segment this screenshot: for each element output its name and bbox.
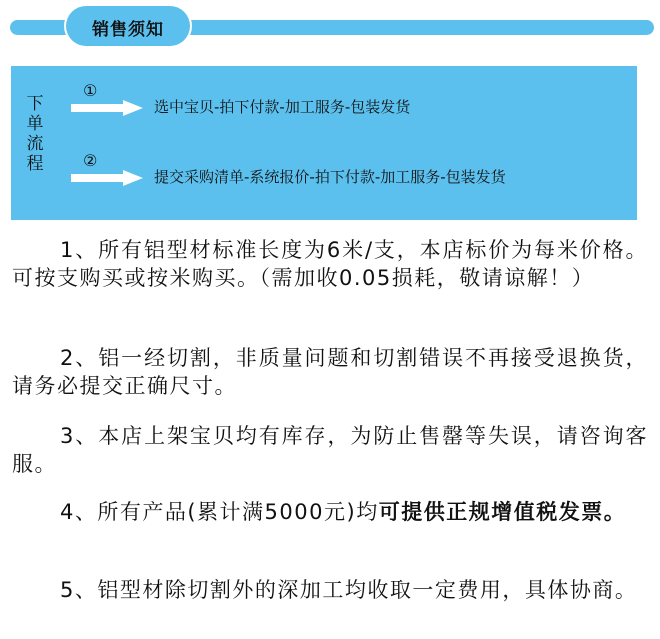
flow-label-char: 下: [26, 94, 44, 114]
notice-paragraph: [12, 344, 648, 400]
header-tab: [66, 6, 190, 46]
step-number: ②: [83, 151, 98, 170]
step-text: 选中宝贝-拍下付款-加工服务-包装发货: [154, 98, 411, 116]
step-text: 提交采购清单-系统报价-拍下付款-加工服务-包装发货: [154, 168, 506, 186]
notice-paragraph: [12, 498, 648, 526]
right-arrow-icon: [71, 170, 143, 186]
notice-text: 3、本店上架宝贝均有库存，为防止售罄等失误，请咨询客服。: [12, 424, 648, 476]
right-arrow-icon: [71, 100, 143, 116]
notice-text: 4、所有产品(累计满5000元)均: [60, 500, 379, 524]
notice-text: 2、铝一经切割，非质量问题和切割错误不再接受退换货，请务必提交正确尺寸。: [12, 346, 648, 398]
notice-text-bold: 可提供正规增值税发票。: [378, 500, 627, 524]
notice-paragraph: [12, 576, 648, 604]
step-number: ①: [83, 81, 98, 100]
notice-text: 1、所有铝型材标准长度为6米/支，本店标价为每米价格。可按支购买或按米购买。（需加收0.05损耗，敬请谅解！）: [12, 238, 648, 290]
notice-paragraph: [12, 236, 648, 292]
flow-label-char: 流: [26, 134, 44, 154]
notice-paragraph: [12, 422, 648, 478]
header-title: 销售须知: [92, 20, 164, 40]
flow-label-char: 单: [26, 114, 44, 134]
flow-step-2: [71, 151, 631, 198]
notice-text: 5、铝型材除切割外的深加工均收取一定费用，具体协商。: [60, 578, 638, 602]
flow-label-char: 程: [26, 154, 44, 174]
flow-step-1: [71, 81, 631, 128]
order-flow-panel: [11, 66, 637, 220]
order-flow-label: [24, 94, 46, 174]
